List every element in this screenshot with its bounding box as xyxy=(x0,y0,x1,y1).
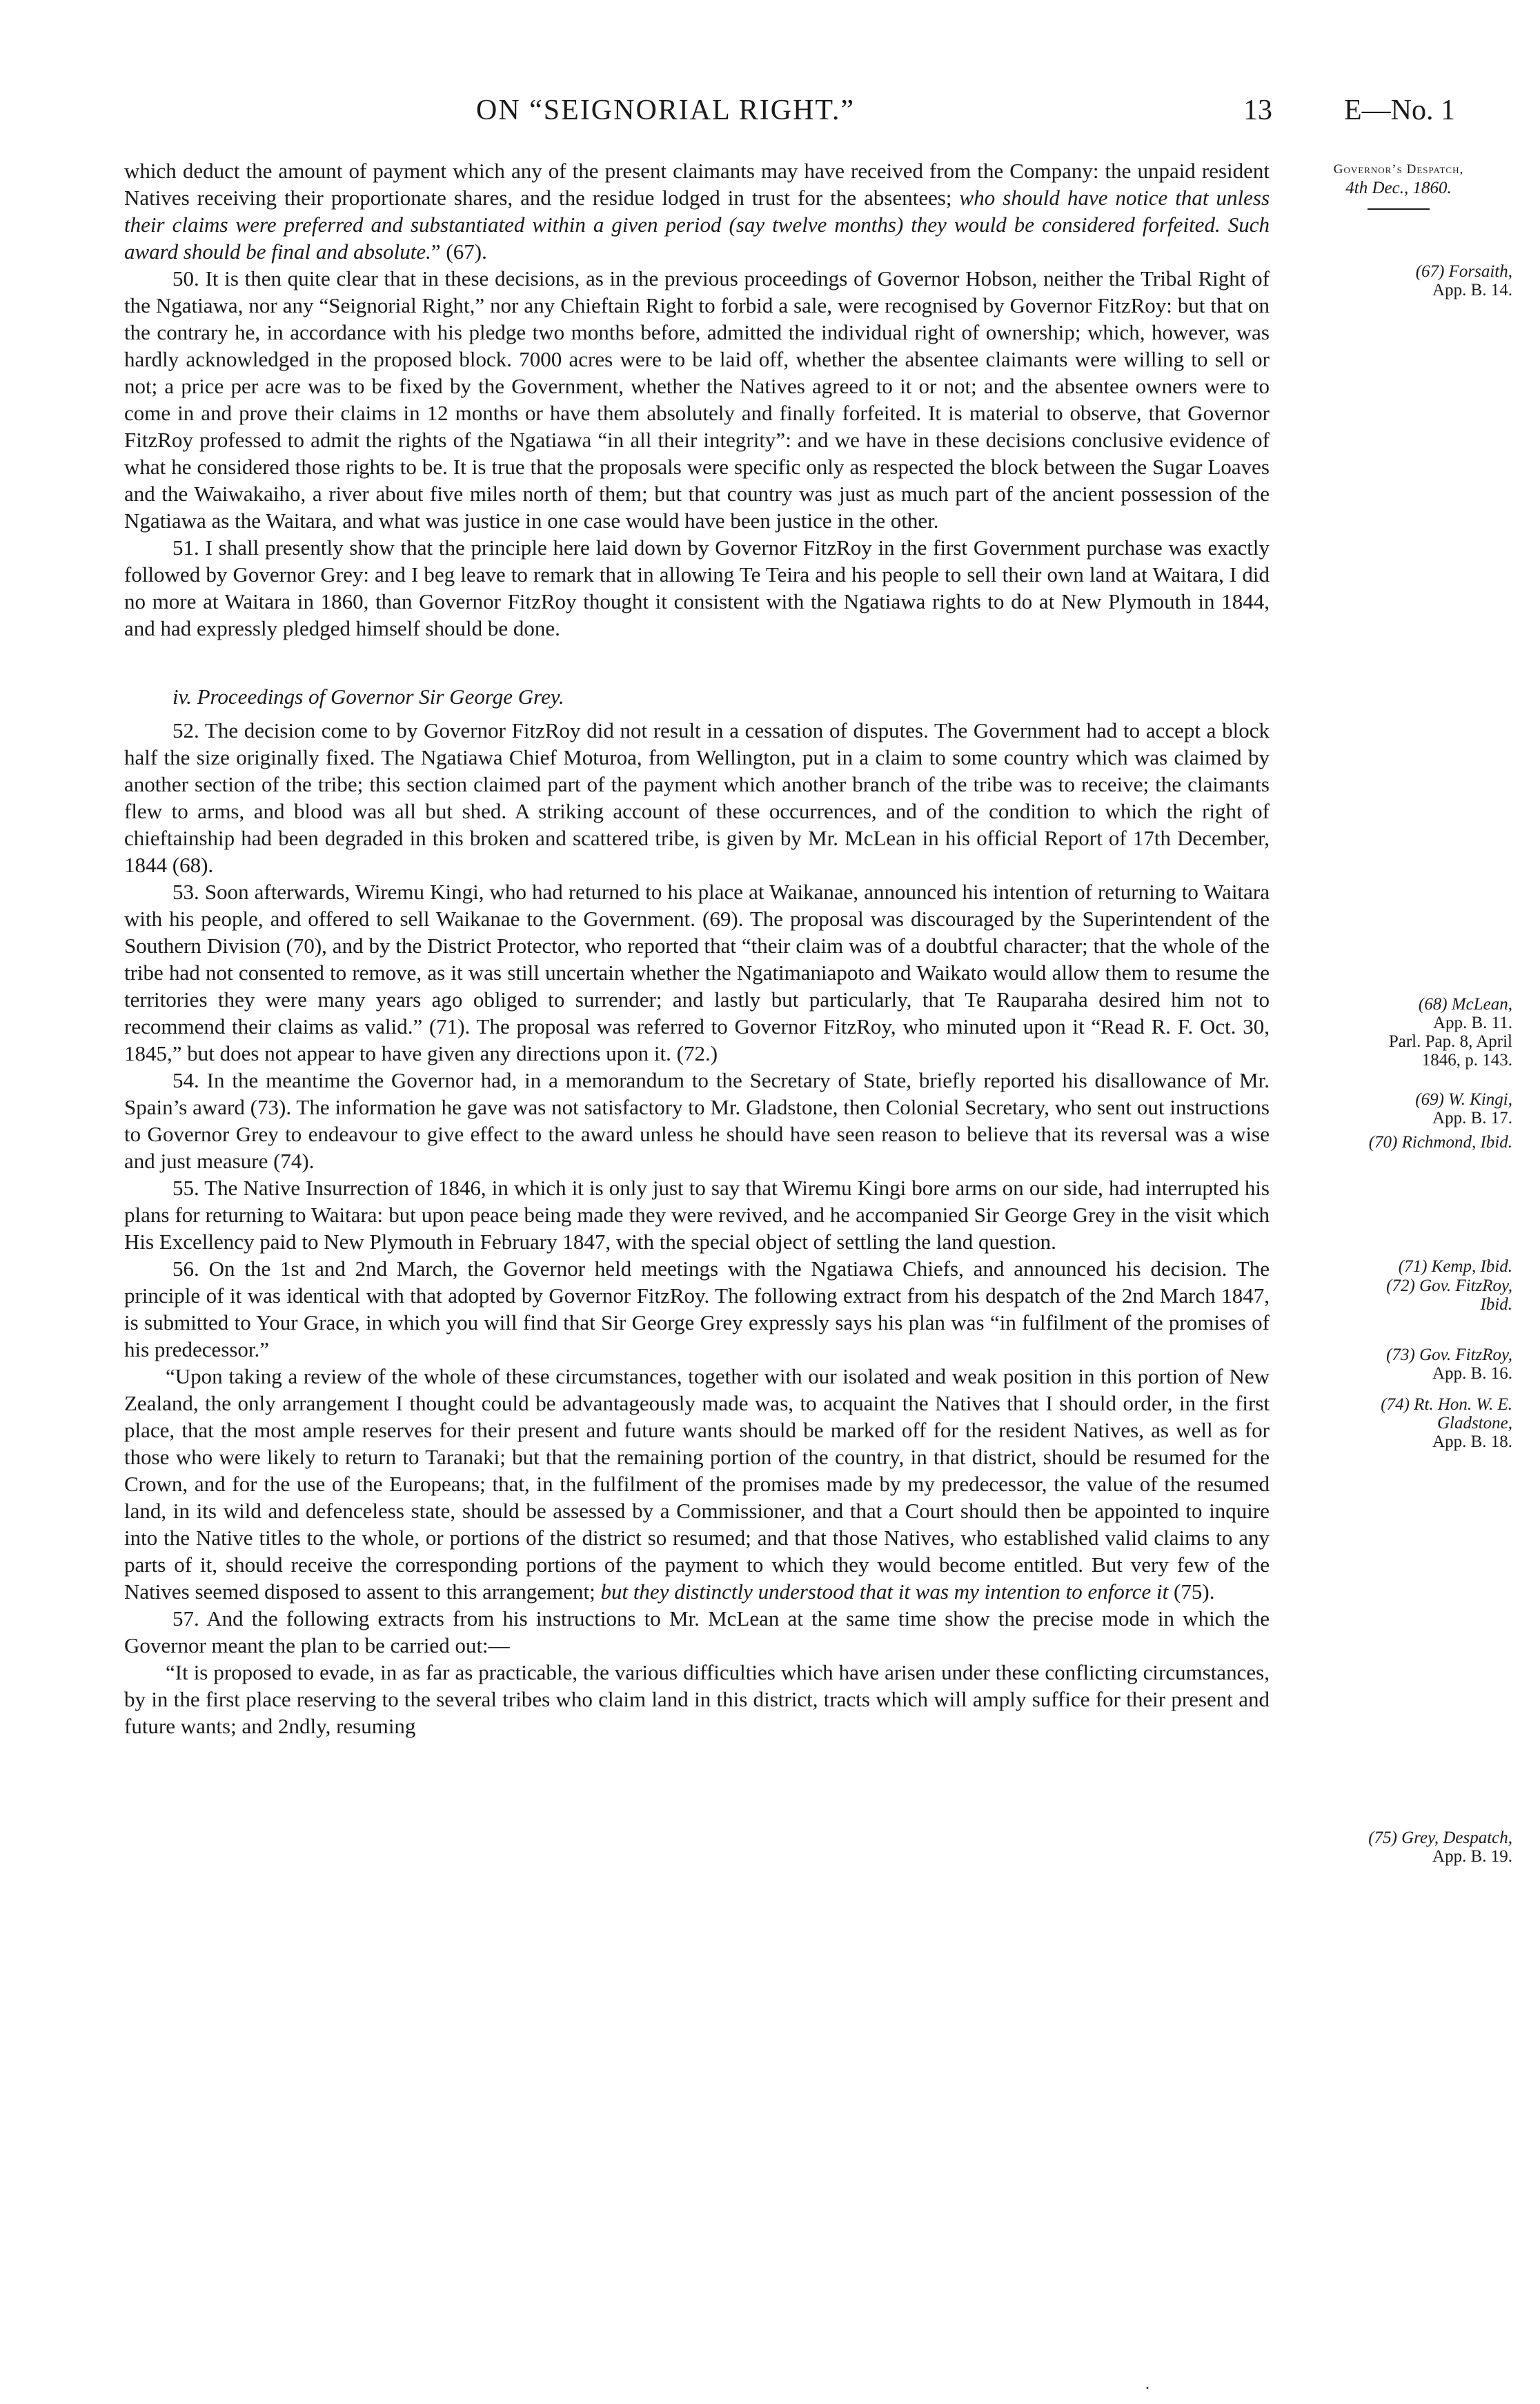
margin-citation: 1846, p. 143. xyxy=(1421,1051,1512,1070)
paragraph-52: 52. The decision come to by Governor FitzRoy did not result in a cessation of disputes. The Government had to accept a block half the size originally fixed. The Ngatiawa Chief Moturoa, from Wellington, put in a claim to some country which was claimed by another section of the tribe; this section claimed part of the payment which another branch of the tribe was to receive; the claimants flew to arms, and blood was all but shed. A striking account of these occurrences, and of the condition to which the right of chieftainship had been degraded in this broken and scattered tribe, is given by Mr. McLean in his official Report of 17th December, 1844 (68). xyxy=(124,718,1270,877)
paragraph-54: 54. In the meantime the Governor had, in a memorandum to the Secretary of State, briefly reported his disallowance of Mr. Spain’s award (73). The information he gave was not satisfactory to Mr. Gladstone, then Colonial Secretary, who sent out instructions to Governor Grey to endeavour to give effect to the award unless he should have seen reason to believe that its reversal was a wise and just measure (74). xyxy=(124,1068,1270,1173)
margin-citation: (73) Gov. FitzRoy, xyxy=(1386,1346,1512,1364)
margin-citation: (69) W. Kingi, xyxy=(1415,1090,1512,1109)
margin-citation: (74) Rt. Hon. W. E. xyxy=(1381,1395,1512,1414)
main-text-column xyxy=(124,157,1270,1740)
paragraph-50: 50. It is then quite clear that in these decisions, as in the previous proceedings of Governor Hobson, neither the Tribal Right of the Ngatiawa, nor any “Seignorial Right,” nor any Chieftain Right to forbid a sale, were recognised by Governor FitzRoy: but that on the contrary he, in accordance with his pledge two months before, admitted the individual right of ownership; which, however, was hardly acknowledged in the proposed block. 7000 acres were to be laid off, whether the absentee claimants were willing to sell or not; a price per acre was to be fixed by the Government, whether the Natives agreed to it or not; and the absentee owners were to come in and prove their claims in 12 months or have them absolutely and finally forfeited. It is material to observe, that Governor FitzRoy professed to admit the rights of the Ngatiawa “in all their integrity”: and we have in these decisions conclusive evidence of what he considered those rights to be. It is true that the proposals were specific only as respected the block between the Sugar Loaves and the Waiwakaiho, a river about five miles north of them; but that country was just as much part of the ancient possession of the Ngatiawa as the Waitara, and what was justice in one case would have been justice in the other. xyxy=(124,266,1270,533)
document-code: E—No. 1 xyxy=(1344,95,1455,126)
margin-note-69 xyxy=(1285,1090,1512,1127)
margin-note-72 xyxy=(1285,1277,1512,1314)
margin-citation: (72) Gov. FitzRoy, xyxy=(1386,1277,1512,1295)
quotation-despatch xyxy=(124,1363,1270,1605)
quote-text: “Upon taking a review of the whole of these circumstances, together with our isolated and weak position in this portion of New Zealand, the only arrangement I thought could be advantageously made was, to acquaint the Natives that I should order, in the first place, that the most ample reserves for their present and future wants should be marked off for the resident Natives, as well as for those who were likely to return to Taranaki; but that the remaining portion of the country, in that district, should be resumed for the Crown, and for the use of the Europeans; that, in the fulfilment of the promises made by my predecessor, the value of the resumed land, in its wild and defenceless state, should be assessed by a Commissioner, and that a Court should then be appointed to inquire into the Native titles to the whole, or portions of the district so resumed; and that those Natives, who established valid claims to any parts of it, should receive the corresponding portions of the payment to which they would become entitled. But very few of the Natives seemed disposed to assent to this arrangement; xyxy=(124,1364,1270,1604)
page-number: 13 xyxy=(1243,95,1272,126)
margin-note-74 xyxy=(1285,1395,1512,1451)
section-heading: iv. Proceedings of Governor Sir George Grey. xyxy=(172,684,564,709)
margin-note-despatch xyxy=(1285,160,1512,210)
margin-citation: Gladstone, xyxy=(1437,1414,1512,1432)
running-header xyxy=(124,94,1518,142)
margin-citation: Parl. Pap. 8, April xyxy=(1388,1032,1512,1051)
italic-emphasis: but they distinctly understood that it was my intention to enforce it xyxy=(600,1579,1169,1604)
margin-citation: App. B. 19. xyxy=(1432,1847,1512,1866)
margin-citation: (75) Grey, Despatch, xyxy=(1368,1829,1512,1847)
quotation-instructions: “It is proposed to evade, in as far as practicable, the various difficulties which have arisen under these conflicting circumstances, by in the first place reserving to the several tribes who claim land in this district, tracts which will amply suffice for their present and future wants; and 2ndly, resuming xyxy=(124,1660,1270,1738)
margin-despatch-date: 4th Dec., 1860. xyxy=(1345,179,1452,197)
paragraph-53: 53. Soon afterwards, Wiremu Kingi, who had returned to his place at Waikanae, announced his intention of returning to Waitara with his people, and offered to sell Waikanae to the Government. (69). The proposal was discouraged by the Superintendent of the Southern Division (70), and by the District Protector, who reported that “their claim was of a doubtful character; that the whole of the tribe had not consented to remove, as it was still uncertain whether the Ngatimaniapoto and Waikato would allow them to resume the territories they were many years ago obliged to surrender; and lastly but particularly, that Te Rauparaha desired him not to recommend their claims as valid.” (71). The proposal was referred to Governor FitzRoy, who minuted upon it “Read R. F. Oct. 30, 1845,” but does not appear to have given any directions upon it. (72.) xyxy=(124,880,1270,1065)
paragraph-57: 57. And the following extracts from his instructions to Mr. McLean at the same time show the precise mode in which the Governor meant the plan to be carried out:— xyxy=(124,1606,1270,1657)
margin-divider xyxy=(1368,208,1430,210)
footer-mark: . xyxy=(1145,2375,1149,2393)
margin-citation: (67) Forsaith, xyxy=(1415,262,1512,281)
margin-citation: App. B. 18. xyxy=(1432,1432,1512,1451)
margin-citation: App. B. 16. xyxy=(1432,1364,1512,1383)
margin-citation: App. B. 17. xyxy=(1432,1109,1512,1127)
margin-citation: App. B. 11. xyxy=(1432,1014,1512,1032)
margin-note-70 xyxy=(1285,1133,1512,1152)
quote-text: (75). xyxy=(1168,1579,1215,1604)
margin-note-71 xyxy=(1285,1257,1512,1276)
margin-note-68 xyxy=(1285,995,1512,1070)
paragraph-text: ” (67). xyxy=(431,239,487,264)
margin-note-75 xyxy=(1285,1829,1512,1866)
italic-emphasis: who should have notice that unless their claims were preferred and substantiated within a given period (say twelve months) they would be considered forfeited. Such award should be final and absolute. xyxy=(124,186,1270,264)
margin-citation: App. B. 14. xyxy=(1432,281,1512,299)
margin-despatch-label: Governor’s Despatch, xyxy=(1333,162,1464,177)
margin-citation: Ibid. xyxy=(1480,1295,1512,1314)
margin-citation: (71) Kemp, Ibid. xyxy=(1398,1257,1512,1276)
paragraph-55: 55. The Native Insurrection of 1846, in which it is only just to say that Wiremu Kingi bore arms on our side, had interrupted his plans for returning to Waitara: but upon peace being made they were revived, and he accompanied Sir George Grey in the visit which His Excellency paid to New Plymouth in February 1847, with the special object of settling the land question. xyxy=(124,1176,1270,1254)
running-title: ON “SEIGNORIAL RIGHT.” xyxy=(476,95,856,126)
paragraph-continued xyxy=(124,157,1270,265)
paragraph-56: 56. On the 1st and 2nd March, the Governor held meetings with the Ngatiawa Chiefs, and announced his decision. The principle of it was identical with that adopted by Governor FitzRoy. The following extract from his despatch of the 2nd March 1847, is submitted to Your Grace, in which you will find that Sir George Grey expressly says his plan was “in fulfilment of the promises of his predecessor.” xyxy=(124,1257,1270,1361)
margin-note-67 xyxy=(1285,262,1512,299)
margin-note-73 xyxy=(1285,1346,1512,1383)
paragraph-51: 51. I shall presently show that the principle here laid down by Governor FitzRoy in the first Government purchase was exactly followed by Governor Grey: and I beg leave to remark that in allowing Te Teira and his people to sell their own land at Waitara, I did no more at Waitara in 1860, than Governor FitzRoy thought it consistent with the Ngatiawa rights to do at New Plymouth in 1844, and had expressly pledged himself should be done. xyxy=(124,535,1270,640)
margin-citation: (68) McLean, xyxy=(1418,995,1512,1014)
margin-citation: (70) Richmond, Ibid. xyxy=(1368,1133,1512,1152)
paragraph-text: which deduct the amount of payment which any of the present claimants may have received from the Company: the unpaid resident Natives receiving their proportionate shares, and the residue lodged in trust for the absentees; xyxy=(124,159,1270,210)
